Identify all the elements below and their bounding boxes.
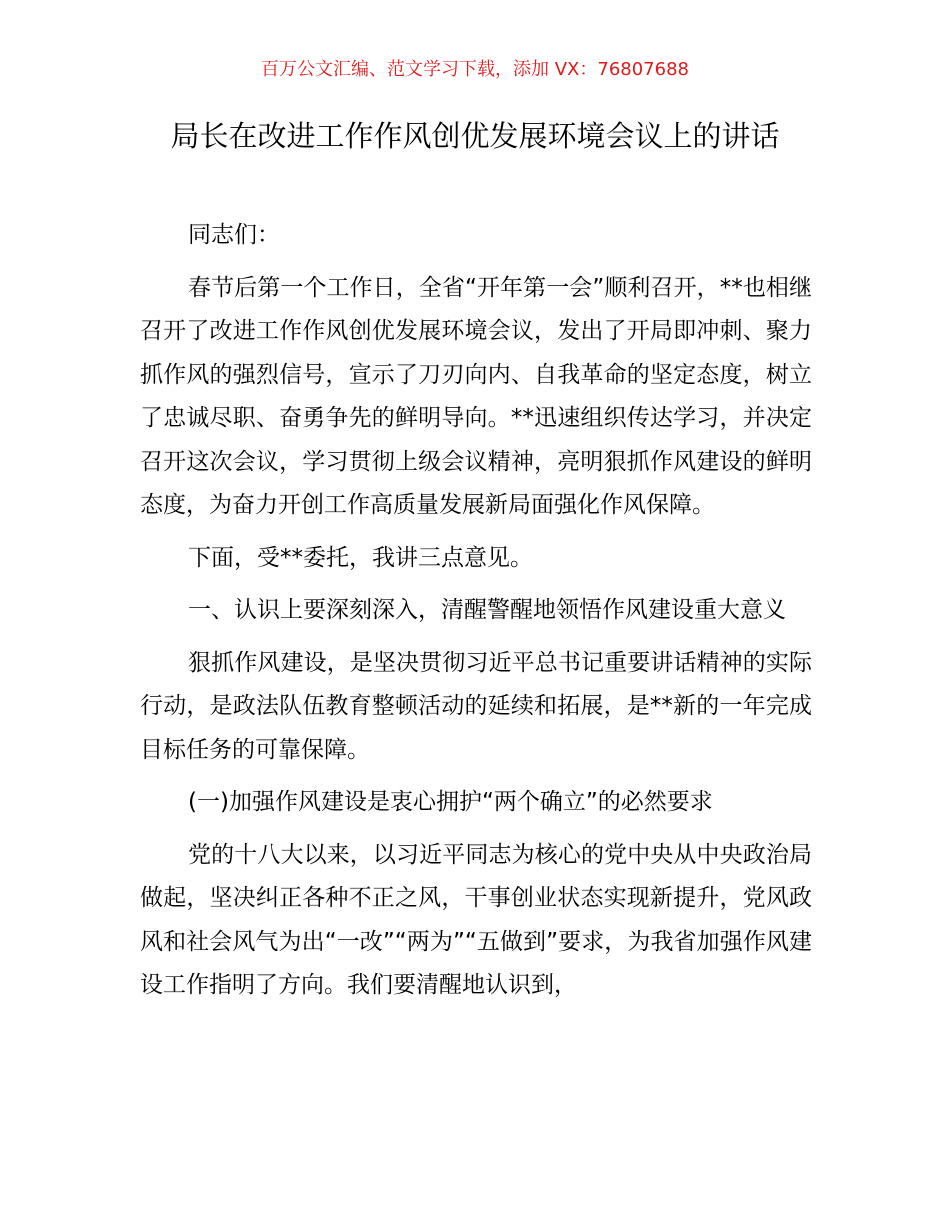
paragraph-4: 党的十八大以来，以习近平同志为核心的党中央从中央政治局做起，坚决纠正各种不正之风，干事创业状态实现新提升，党风政风和社会风气为出“一改”“两为”“五做到”要求，为我省加强作风建设工作指明了方向。我们要清醒地认识到， bbox=[140, 841, 812, 998]
paragraph-1: 春节后第一个工作日，全省“开年第一会”顺利召开，**也相继召开了改进工作作风创优发展环境会议，发出了开局即冲刺、聚力抓作风的强烈信号，宣示了刀刃向内、自我革命的坚定态度，树立了忠诚尽职、奋勇争先的鲜明导向。**迅速组织传达学习，并决定召开这次会议，学习贯彻上级会议精神，亮明狠抓作风建设的鲜明态度，为奋力开创工作高质量发展新局面强化作风保障。 bbox=[140, 274, 812, 518]
paragraph-2: 下面，受**委托，我讲三点意见。 bbox=[188, 544, 533, 571]
header-watermark-text: 百万公文汇编、范文学习下载，添加 VX：76807688 bbox=[261, 59, 689, 80]
subsection-heading-1: (一)加强作风建设是衷心拥护“两个确立”的必然要求 bbox=[188, 789, 713, 815]
document-title: 局长在改进工作作风创优发展环境会议上的讲话 bbox=[170, 119, 780, 153]
salutation: 同志们： bbox=[188, 222, 280, 248]
paragraph-3: 狠抓作风建设，是坚决贯彻习近平总书记重要讲话精神的实际行动，是政法队伍教育整顿活动的延续和拓展，是**新的一年完成目标任务的可靠保障。 bbox=[140, 649, 812, 763]
document-body bbox=[140, 214, 812, 1017]
section-heading-1: 一、认识上要深刻深入，清醒警醒地领悟作风建设重大意义 bbox=[188, 597, 786, 623]
